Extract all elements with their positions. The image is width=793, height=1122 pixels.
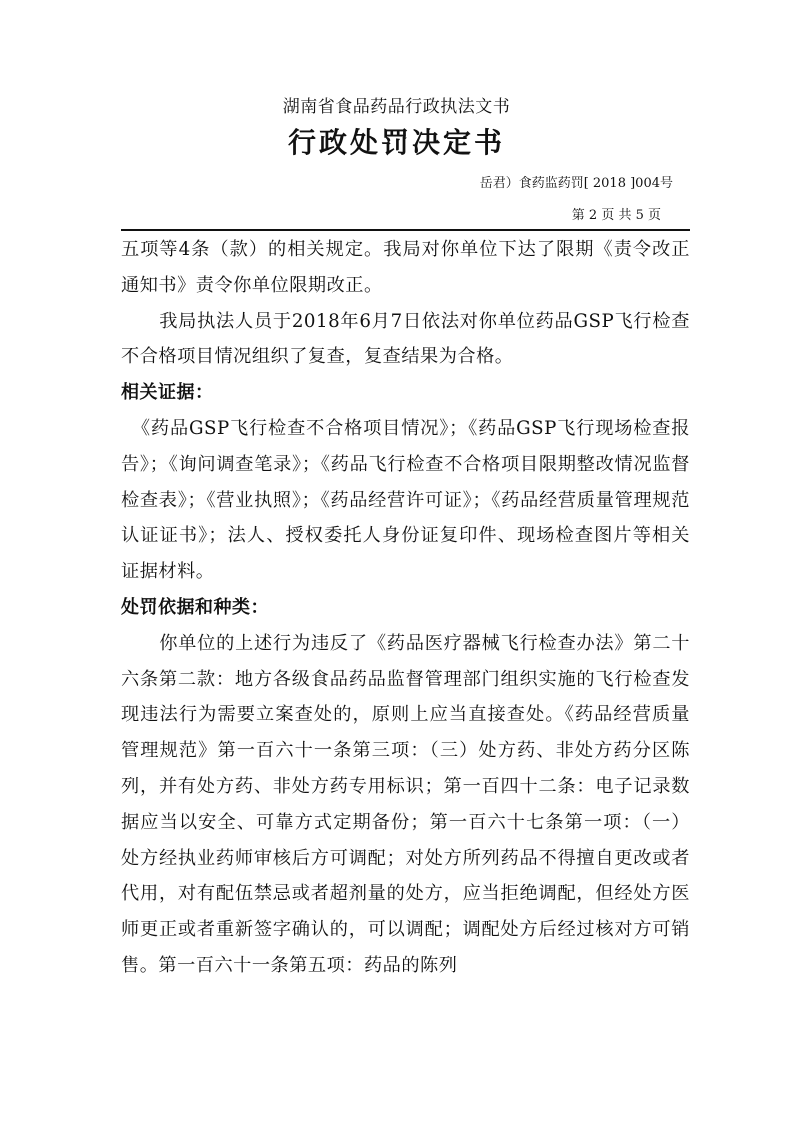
header-divider	[121, 229, 690, 231]
document-title: 行政处罚决定书	[287, 126, 505, 159]
document-issuer-header: 湖南省食品药品行政执法文书	[282, 97, 511, 117]
paragraph-recheck: 我局执法人员于2018年6月7日依法对你单位药品GSP飞行检查不合格项目情况组织了复查，复查结果为合格。	[121, 310, 690, 368]
paragraph-evidence: 《药品GSP飞行检查不合格项目情况》；《药品GSP飞行现场检查报告》；《询问调查笔录》；《药品飞行检查不合格项目限期整改情况监督检查表》；《营业执照》；《药品经营许可证》；《药品经营质量管理规范认证证书》；法人、授权委托人身份证复印件、现场检查图片等相关证据材料。	[121, 417, 690, 583]
paragraph-penalty-basis: 你单位的上述行为违反了《药品医疗器械飞行检查办法》第二十六条第二款：地方各级食品药品监督管理部门组织实施的飞行检查发现违法行为需要立案查处的，原则上应当直接查处。《药品经营质量管理规范》第一百六十一条第三项：（三）处方药、非处方药分区陈列，并有处方药、非处方药专用标识；第一百四十二条：电子记录数据应当以安全、可靠方式定期备份；第一百六十七条第一项：（一）处方经执业药师审核后方可调配；对处方所列药品不得擅自更改或者代用，对有配伍禁忌或者超剂量的处方，应当拒绝调配，但经处方医师更正或者重新签字确认的，可以调配；调配处方后经过核对方可销售。第一百六十一条第五项：药品的陈列	[121, 632, 690, 976]
document-body	[121, 232, 690, 984]
document-number: 岳君）食药监药罚[ 2018 ]004号	[479, 176, 673, 191]
heading-penalty-basis: 处罚依据和种类：	[121, 596, 269, 618]
page-indicator: 第 2 页 共 5 页	[571, 208, 661, 223]
heading-evidence: 相关证据：	[121, 382, 214, 404]
paragraph-continued: 五项等4条（款）的相关规定。我局对你单位下达了限期《责令改正通知书》责令你单位限期改正。	[121, 239, 690, 296]
